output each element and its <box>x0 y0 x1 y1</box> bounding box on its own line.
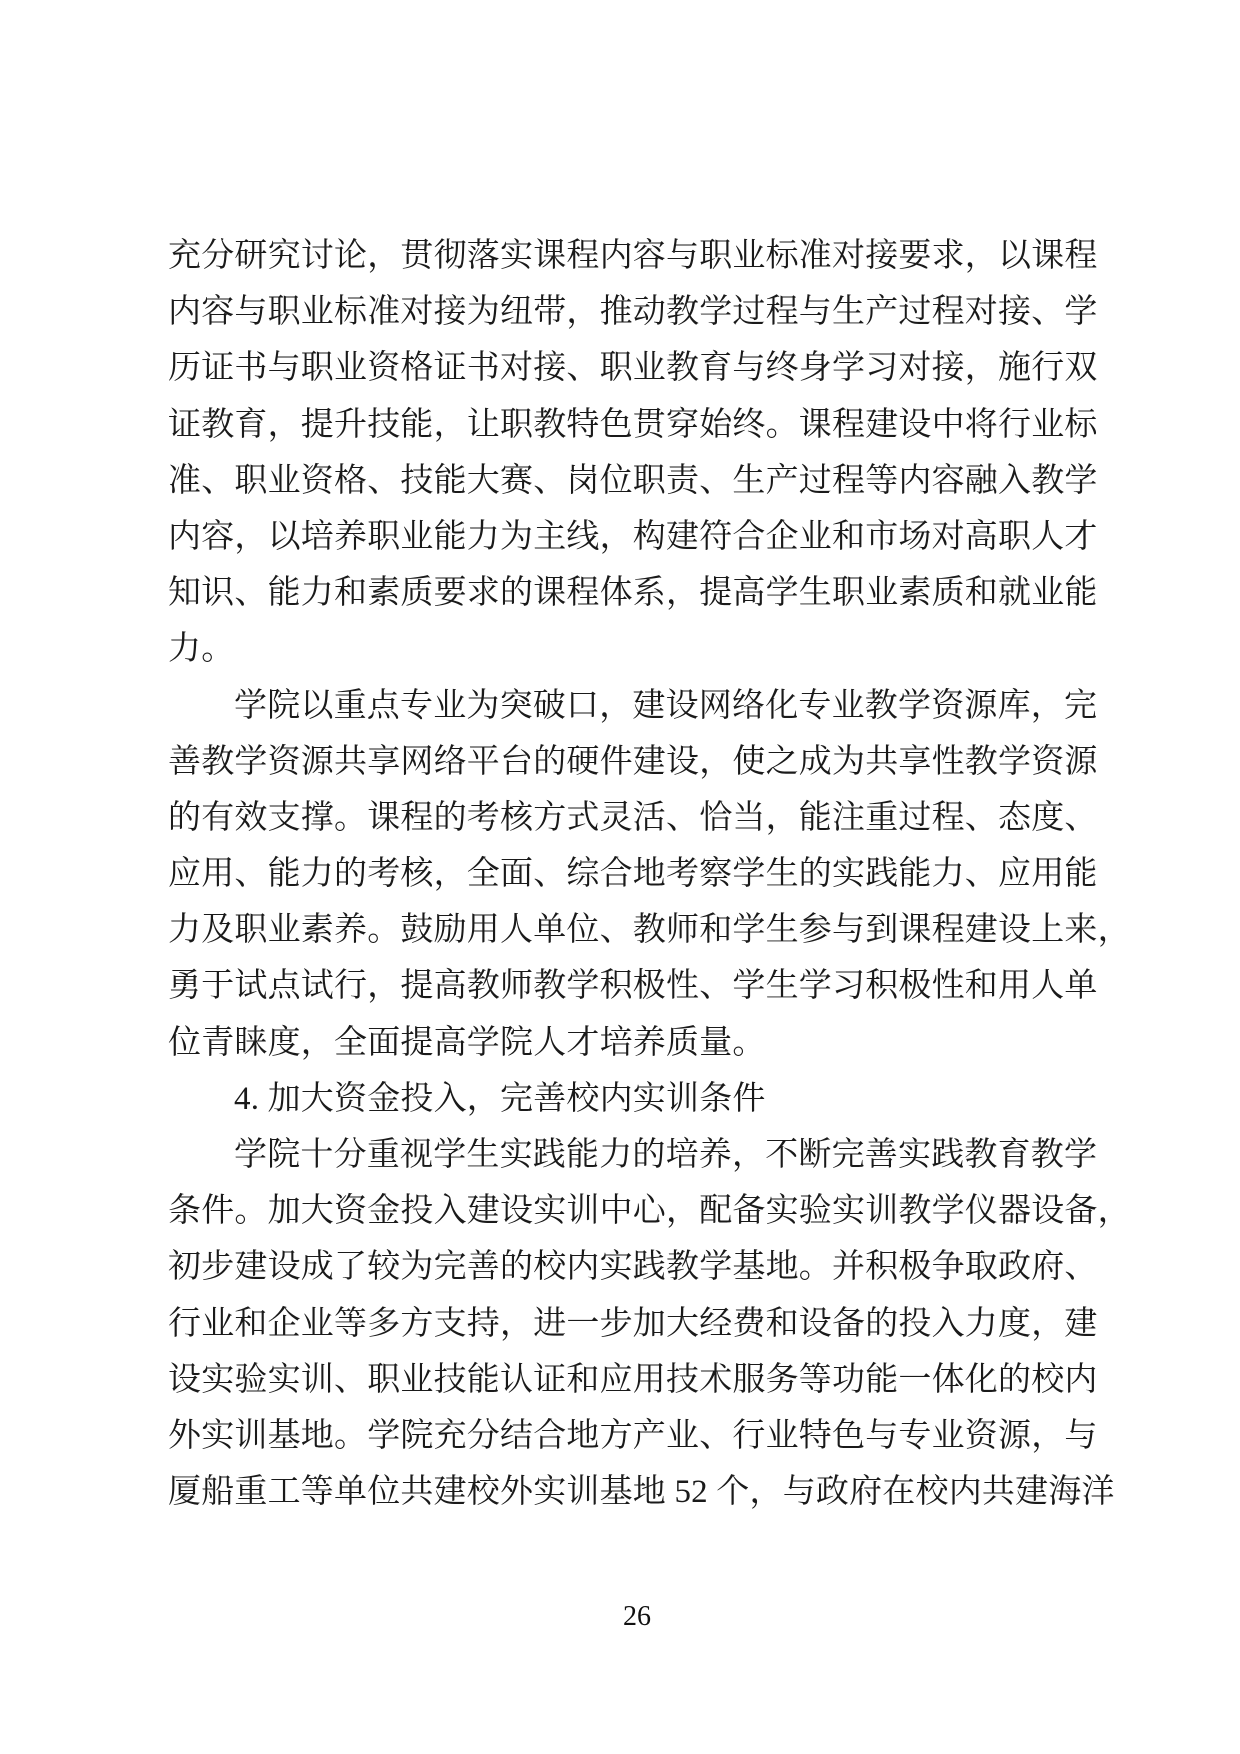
text-line: 学院以重点专业为突破口，建设网络化专业教学资源库，完 <box>234 687 1098 724</box>
text-line: 4. 加大资金投入，完善校内实训条件 <box>234 1080 766 1117</box>
text-line: 厦船重工等单位共建校外实训基地 52 个，与政府在校内共建海洋 <box>168 1474 1115 1511</box>
text-line: 条件。加大资金投入建设实训中心，配备实验实训教学仪器设备， <box>168 1193 1131 1230</box>
text-line: 初步建设成了较为完善的校内实践教学基地。并积极争取政府、 <box>168 1249 1098 1286</box>
text-line: 知识、能力和素质要求的课程体系，提高学生职业素质和就业能 <box>168 575 1098 612</box>
text-line: 应用、能力的考核，全面、综合地考察学生的实践能力、应用能 <box>168 856 1098 893</box>
text-line: 位青睐度，全面提高学院人才培养质量。 <box>168 1024 766 1061</box>
text-line: 勇于试点试行，提高教师教学积极性、学生学习积极性和用人单 <box>168 968 1098 1005</box>
text-line: 力及职业素养。鼓励用人单位、教师和学生参与到课程建设上来， <box>168 912 1131 949</box>
text-line: 善教学资源共享网络平台的硬件建设，使之成为共享性教学资源 <box>168 743 1098 780</box>
text-line: 学院十分重视学生实践能力的培养，不断完善实践教育教学 <box>234 1137 1098 1173</box>
text-line: 力。 <box>168 631 235 668</box>
text-line: 充分研究讨论，贯彻落实课程内容与职业标准对接要求，以课程 <box>168 238 1098 274</box>
text-line: 内容与职业标准对接为纽带，推动教学过程与生产过程对接、学 <box>168 294 1098 331</box>
document-body <box>168 228 1131 1520</box>
page-number: 26 <box>623 1601 651 1632</box>
text-line: 证教育，提升技能，让职教特色贯穿始终。课程建设中将行业标 <box>168 406 1098 443</box>
text-line: 设实验实训、职业技能认证和应用技术服务等功能一体化的校内 <box>168 1361 1098 1398</box>
text-line: 内容，以培养职业能力为主线，构建符合企业和市场对高职人才 <box>168 518 1098 555</box>
text-line: 的有效支撑。课程的考核方式灵活、恰当，能注重过程、态度、 <box>168 799 1098 836</box>
text-line: 外实训基地。学院充分结合地方产业、行业特色与专业资源，与 <box>168 1417 1098 1454</box>
text-line: 行业和企业等多方支持，进一步加大经费和设备的投入力度，建 <box>168 1305 1098 1342</box>
text-line: 准、职业资格、技能大赛、岗位职责、生产过程等内容融入教学 <box>168 462 1098 499</box>
text-line: 历证书与职业资格证书对接、职业教育与终身学习对接，施行双 <box>168 350 1098 387</box>
